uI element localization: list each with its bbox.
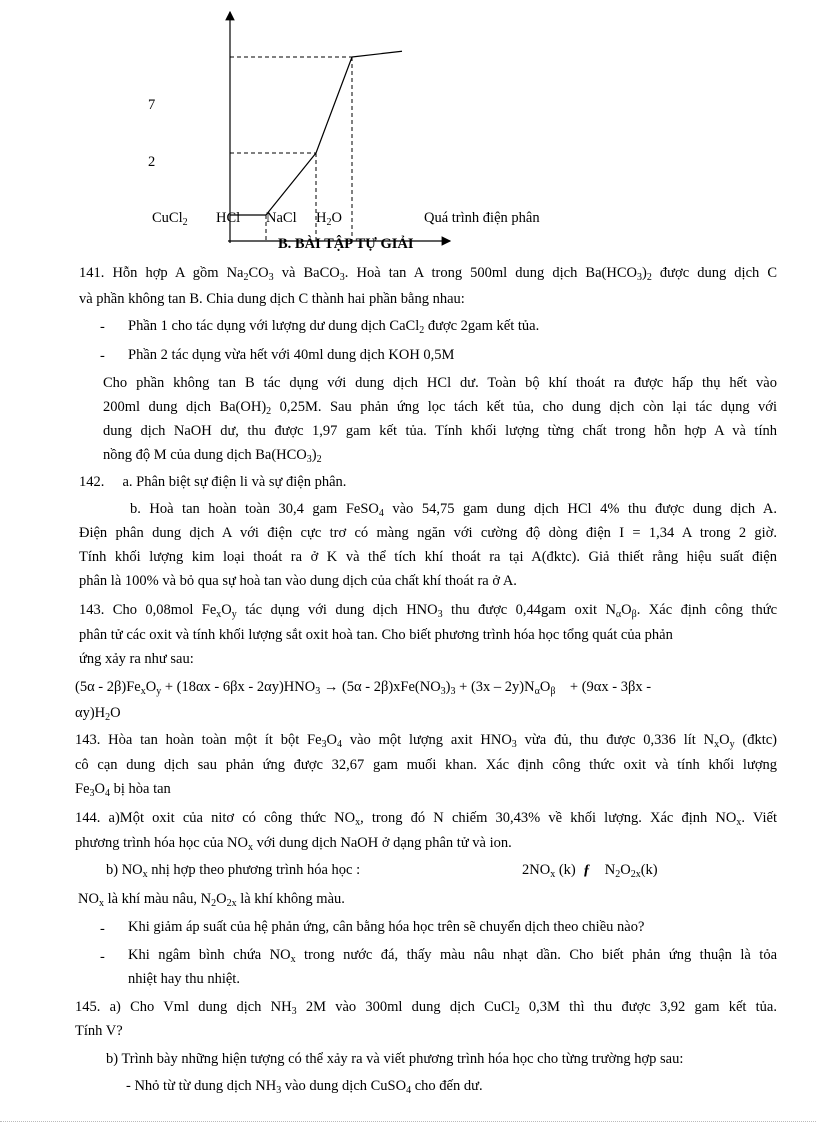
p142-line3: Điện phân dung dịch A với điện cực trơ có màng ngăn với cường độ dòng điện I = 1,34 A trong 2 giờ. [79, 525, 777, 541]
p145-line2: Tính V? [75, 1023, 123, 1039]
p144-bullet2: Khi ngâm bình chứa $NO_x$ trong nước đá, thấy màu nâu nhạt dần. Cho biết phản ứng thuận là tỏa [128, 947, 778, 965]
stage-h2o: $H_2O$ [316, 210, 342, 228]
p141-line1: 141. Hỗn hợp A gồm $Na_2CO_3$ và BaCO$_3$. Hoà tan A trong 500ml dung dịch $Ba(HCO_3)_2$ được dung dịch C [79, 265, 778, 283]
p144-bullet2-cont: nhiệt hay thu nhiệt. [128, 971, 240, 987]
stage-hcl: HCl [216, 210, 241, 226]
y-tick-7: 7 [148, 97, 156, 113]
p145-line4: - Nhỏ từ từ dung dịch $NH_3$ vào dung dịch CuSO$_4$ cho đến dư. [126, 1078, 483, 1096]
p141-line6: nồng độ M của dung dịch $Ba(HCO_3)_2$ [103, 447, 322, 465]
curve-segment-2 [266, 153, 316, 215]
p144-line3: b) $NO_x$ nhị hợp theo phương trình hóa học : [106, 862, 361, 880]
page-bottom-rule [0, 1121, 816, 1122]
electrolysis-chart [0, 0, 816, 260]
p143a-line1: 143. Cho 0,08mol $Fe_xO_y$ tác dụng với dung dịch $HNO_3$ thu được 0,44gam oxit $N_\alpha O_\beta$. Xác định công thức [79, 602, 777, 620]
section-heading: B. BÀI TẬP TỰ GIẢI [278, 236, 414, 252]
stage-nacl: NaCl [266, 210, 297, 226]
p145-line1: 145. a) Cho Vml dung dịch $NH_3$ 2M vào 300ml dung dịch CuCl$_2$ 0,3M thì thu được 3,92 gam kết tủa. [75, 999, 777, 1017]
p142-line1: 142. a. Phân biệt sự điện li và sự điện phân. [79, 474, 347, 490]
p143a-equation1: $(5\alpha - 2\beta)Fe_xO_y + (18\alpha x - 6\beta x - 2\alpha y)HNO_3 \to (5\alpha - 2\beta)xFe(NO_3)_3 + (3x - 2y)N_\alpha O_\beta$ + (9αx - 3βx - [75, 679, 652, 697]
p141-line5: dung dịch NaOH dư, thu được 1,97 gam kết tủa. Tính khối lượng từng chất trong hỗn hợp A và tính [103, 423, 777, 439]
p143b-line3: $Fe_3O_4$ bị hòa tan [75, 781, 171, 799]
p144-equilibrium: $2NO_x$ (k) ƒ $N_2O_{2x}(k)$ [522, 862, 658, 880]
p141-bullet2: Phần 2 tác dụng vừa hết với 40ml dung dịch KOH 0,5M [128, 347, 455, 363]
p144-line2: phương trình hóa học của $NO_x$ với dung dịch NaOH ở dạng phân tử và ion. [75, 835, 512, 853]
p143b-line1: 143. Hòa tan hoàn toàn một ít bột $Fe_3O_4$ vào một lượng axit $HNO_3$ vừa đủ, thu được 0,336 lít $N_xO_y$ (đktc) [75, 732, 777, 750]
p141-line2: và phần không tan B. Chia dung dịch C thành hai phần bằng nhau: [79, 291, 465, 307]
p142-line4: Tính khối lượng kim loại thoát ra ở K và thể tích khí thoát ra tại A(đktc). Giả thiết rằng hiệu suất điện [79, 549, 777, 565]
p143a-line3: ứng xảy ra như sau: [79, 651, 194, 667]
curve-segment-4 [352, 51, 402, 57]
p144-line1: 144. a)Một oxit của nitơ có công thức $NO_x$, trong đó N chiếm 30,43% về khối lượng. Xác định $NO_x$. Viết [75, 810, 777, 828]
bullet: - [100, 949, 105, 965]
p142-line2: b. Hoà tan hoàn toàn 30,4 gam FeSO$_4$ vào 54,75 gam dung dịch HCl 4% thu được dung dịch A. [130, 501, 777, 519]
p144-bullet1: Khi giảm áp suất của hệ phản ứng, cân bằng hóa học trên sẽ chuyển dịch theo chiều nào? [128, 919, 645, 935]
p145-line3: b) Trình bày những hiện tượng có thể xảy ra và viết phương trình hóa học cho từng trường hợp sau: [106, 1051, 684, 1067]
x-axis-label: Quá trình điện phân [424, 210, 540, 226]
equilibrium-arrow-icon: ƒ [583, 862, 591, 878]
p141-line3: Cho phần không tan B tác dụng với dung dịch HCl dư. Toàn bộ khí thoát ra được hấp thụ hết vào [103, 375, 777, 391]
p143b-line2: cô cạn dung dịch sau phản ứng được 32,67 gam muối khan. Xác định công thức oxit và tính khối lượng [75, 757, 777, 773]
p142-line5: phân là 100% và bỏ qua sự hoà tan vào dung dịch của chất khí thoát ra ở A. [79, 573, 517, 589]
p144-line4: $NO_x$ là khí màu nâu, $N_2O_{2x}$ là khí không màu. [78, 891, 345, 909]
p141-line4: 200ml dung dịch $Ba(OH)_2$ 0,25M. Sau phản ứng lọc tách kết tủa, cho dung dịch còn lại tác dụng với [103, 399, 778, 417]
curve-segment-3 [316, 57, 352, 153]
y-tick-2: 2 [148, 154, 156, 170]
stage-cucl2: CuCl$_2$ [152, 210, 188, 228]
p143a-equation2: $\alpha y)H_2O$ [75, 705, 121, 723]
bullet: - [100, 921, 105, 937]
bullet: - [100, 348, 105, 364]
p143a-line2: phân tử các oxit và tính khối lượng sắt oxit hoà tan. Cho biết phương trình hóa học tổng quát của phản [79, 627, 673, 643]
bullet: - [100, 319, 105, 335]
p141-bullet1: Phần 1 cho tác dụng với lượng dư dung dịch CaCl$_2$ được 2gam kết tủa. [128, 318, 540, 336]
